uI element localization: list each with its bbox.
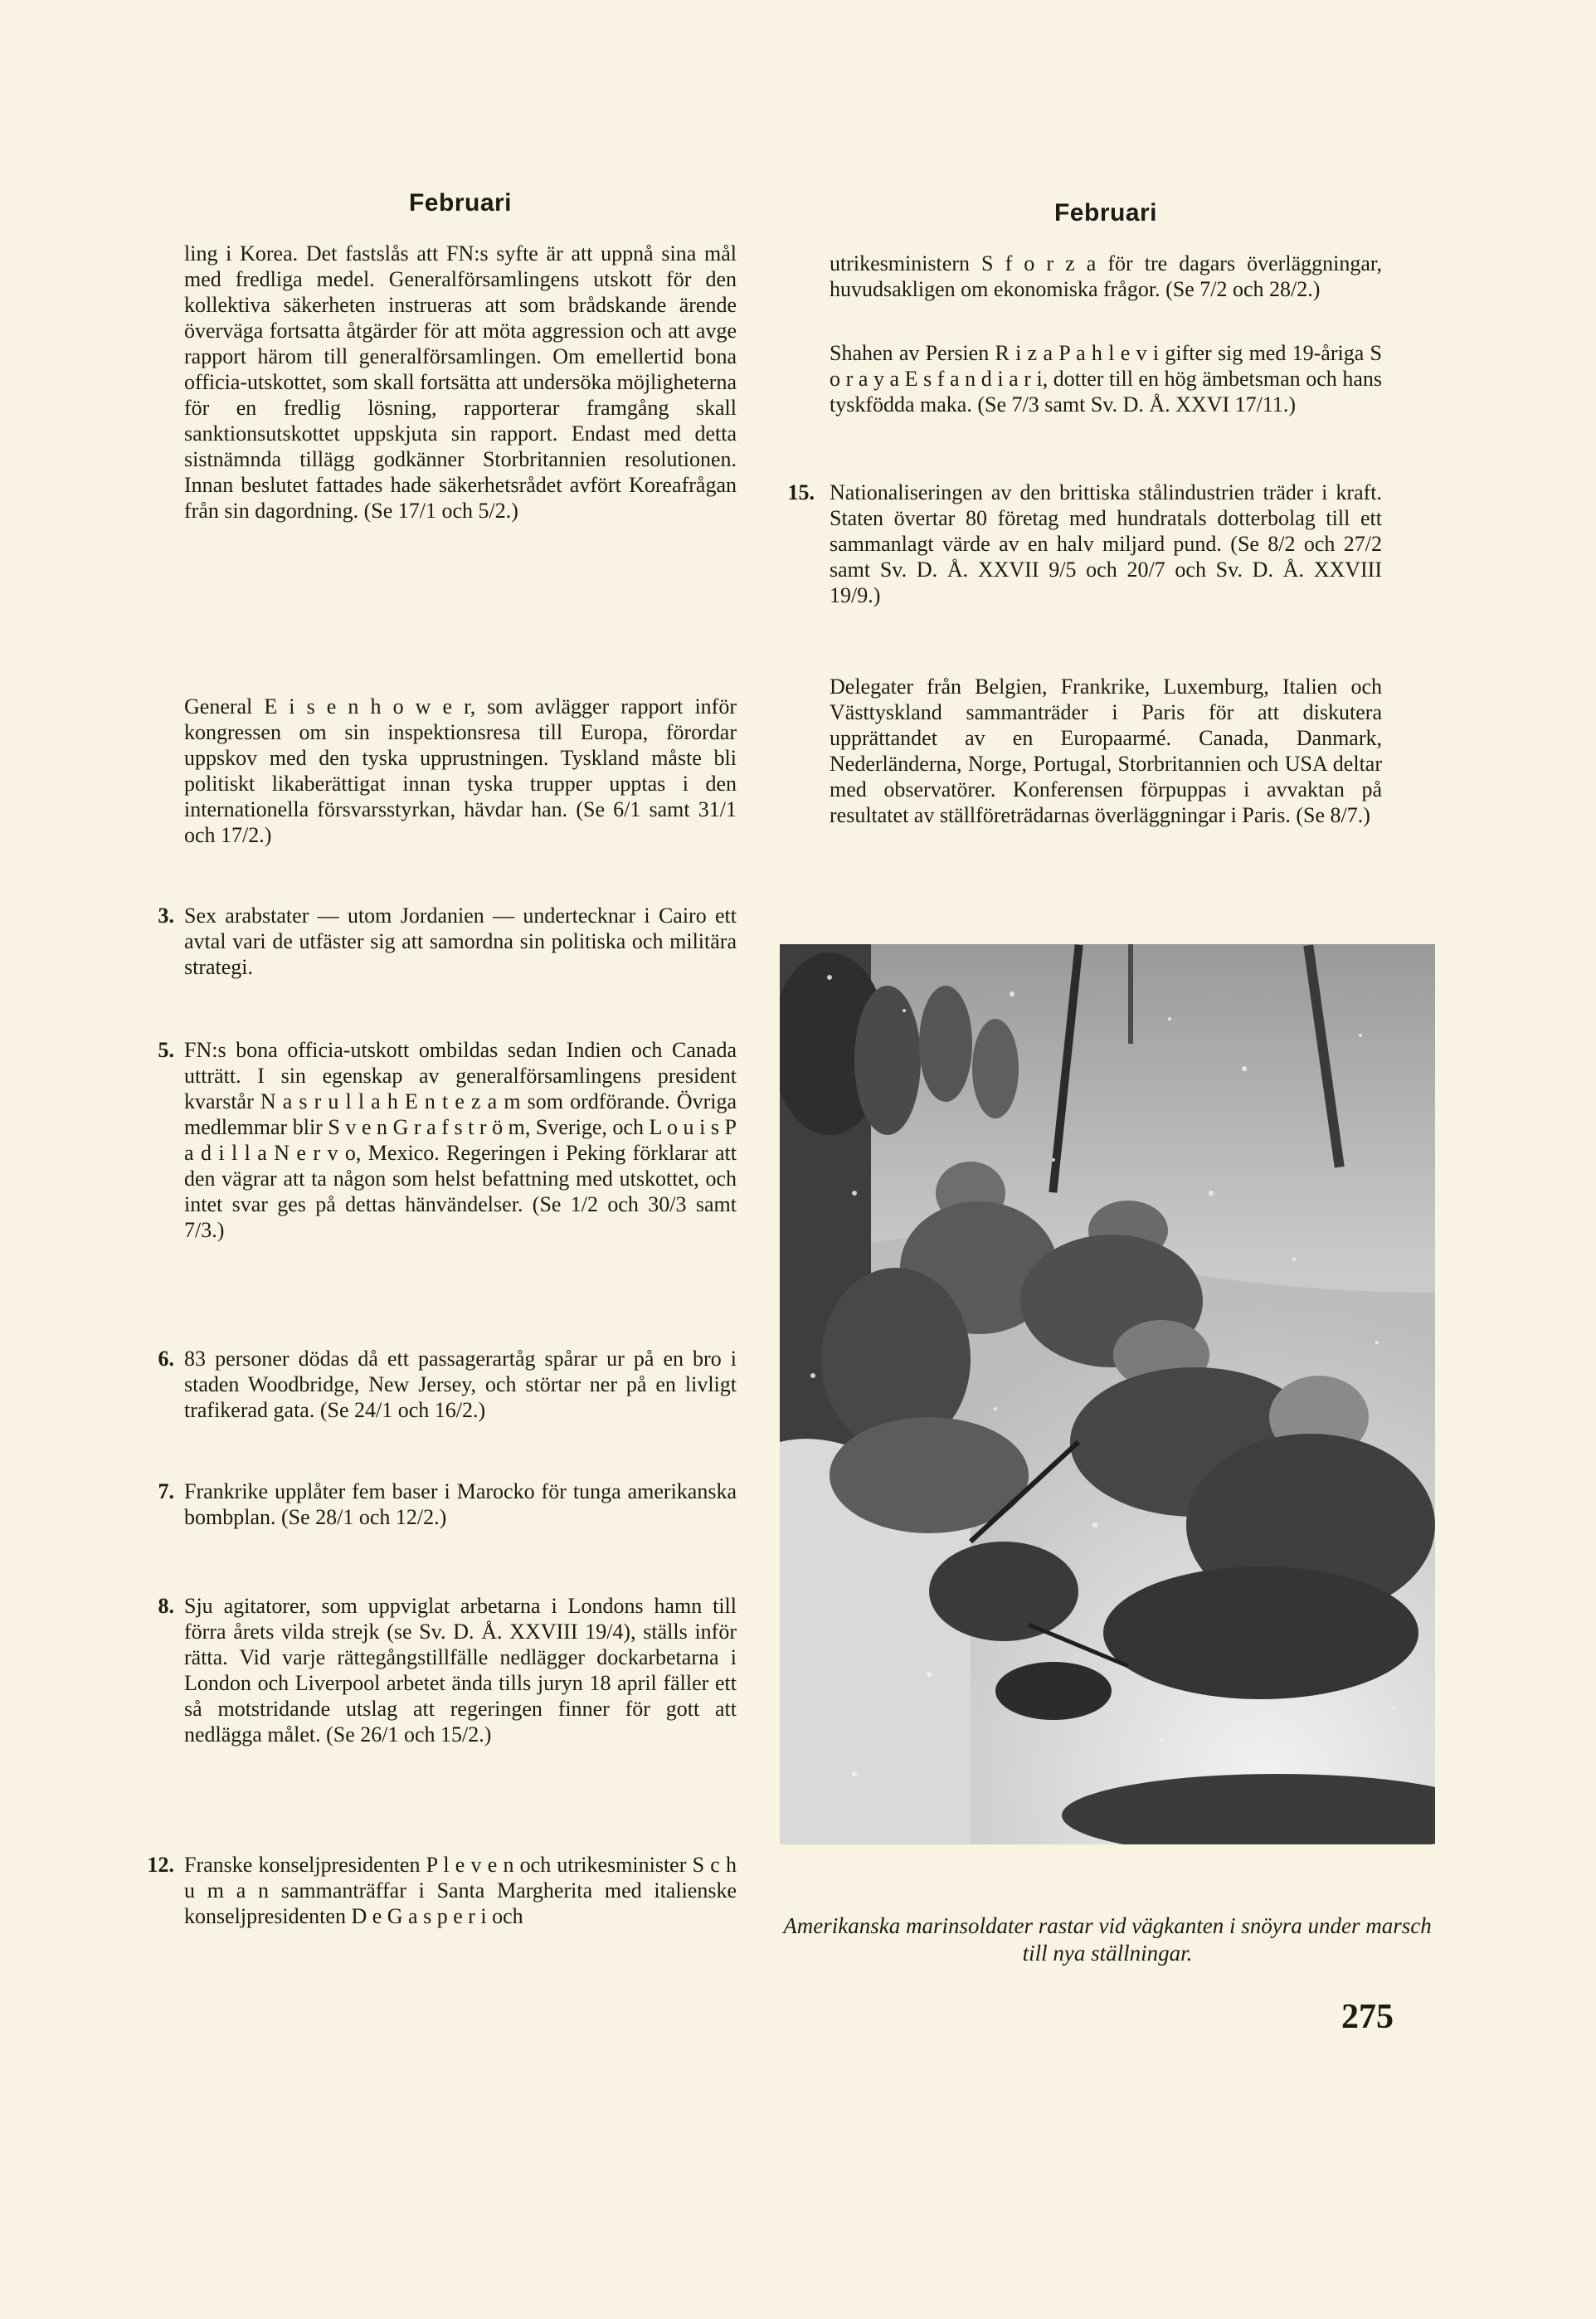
- day-number: 12.: [147, 1853, 174, 1877]
- entry-paragraph: Sju agitatorer, som uppviglat arbetarna i Londons hamn till förra årets vilda strejk (se Sv. D. Å. XXVIII 19/4), ställs inför rätta. Vid varje rättegångstillfälle nedlägger dockarbetarna i London och Liverpool arbetet ända tills juryn 18 april fäller ett så motstridande utslag att regeringen finner för gott att nedlägga målet. (Se 26/1 och 15/2.): [184, 1594, 737, 1747]
- entry-paragraph: Sex arabstater — utom Jordanien — undertecknar i Cairo ett avtal vari de utfäster sig att samordna sin politiska och militära strategi.: [184, 904, 737, 979]
- day-number: 5.: [158, 1038, 174, 1062]
- right-column-header: Februari: [1053, 199, 1158, 227]
- entry-paragraph: ling i Korea. Det fastslås att FN:s syfte är att uppnå sina mål med fredliga medel. Generalförsamlingens utskott för den kollektiva säkerheten instrueras att som brådskande ärende överväga fortsatta åtgärder för att möta aggression och att avge rapport härom till generalförsamlingen. Om emellertid bona officia-utskottet, som skall fortsätta att undersöka möjligheterna för en fredlig lösning, rapporterar framgång skall sanktionsutskottet uppskjuta sin rapport. Endast med detta sistnämnda tillägg godkänner Storbritannien resolutionen. Innan beslutet fattades hade säkerhetsrådet avfört Koreafrågan från sin dagordning. (Se 17/1 och 5/2.): [184, 241, 737, 523]
- photo-image: [780, 944, 1435, 1844]
- entry-paragraph: FN:s bona officia-utskott ombildas sedan Indien och Canada utträtt. I sin egenskap av generalförsamlingens president kvarstår N a s r u l l a h E n t e z a m som ordförande. Övriga medlemmar blir S v e n G r a f s t r ö m, Sverige, och L o u i s P a d i l l a N e r v o, Mexico. Regeringen i Peking förklarar att den vägrar att ta någon som helst befattning med utskottet, och intet svar ges på dettas hänvändelser. (Se 1/2 och 30/3 samt 7/3.): [184, 1038, 737, 1242]
- entry-paragraph: utrikesministern S f o r z a för tre dagars överläggningar, huvudsakligen om ekonomiska frågor. (Se 7/2 och 28/2.): [830, 251, 1382, 301]
- left-column-header: Februari: [408, 189, 513, 217]
- page-number: 275: [1341, 1998, 1394, 2036]
- day-number: 6.: [158, 1347, 174, 1371]
- photo-caption: Amerikanska marinsoldater rastar vid vägkanten i snöyra under marsch till nya ställningar.: [783, 1913, 1432, 1966]
- entry-paragraph: General E i s e n h o w e r, som avlägger rapport inför kongressen om sin inspektionsresa till Europa, förordar uppskov med den tyska upprustningen. Tyskland måste bli politiskt likaberättigat innan tyska trupper upptas i den internationella försvarsstyrkan, hävdar han. (Se 6/1 samt 31/1 och 17/2.): [184, 694, 737, 847]
- entry-paragraph: Frankrike upplåter fem baser i Marocko för tunga amerikanska bombplan. (Se 28/1 och 12/2.): [184, 1479, 737, 1529]
- entry-paragraph: 83 personer dödas då ett passagerartåg spårar ur på en bro i staden Woodbridge, New Jersey, och störtar ner på en livligt trafikerad gata. (Se 24/1 och 16/2.): [184, 1347, 737, 1422]
- day-number: 7.: [158, 1479, 174, 1503]
- entry-paragraph: Delegater från Belgien, Frankrike, Luxemburg, Italien och Västtyskland sammanträder i Paris för att diskutera upprättandet av en Europaarmé. Canada, Danmark, Nederländerna, Norge, Portugal, Storbritannien och USA deltar med observatörer. Konferensen förpuppas i avvaktan på resultatet av ställföreträdarnas överläggningar i Paris. (Se 8/7.): [830, 675, 1382, 827]
- entry-paragraph: Nationaliseringen av den brittiska stålindustrien träder i kraft. Staten övertar 80 företag med hundratals dotterbolag till ett sammanlagt värde av en halv miljard pund. (Se 8/2 och 27/2 samt Sv. D. Å. XXVII 9/5 och 20/7 och Sv. D. Å. XXVIII 19/9.): [830, 480, 1382, 607]
- entry-paragraph: Franske konseljpresidenten P l e v e n och utrikesminister S c h u m a n sammanträffar i Santa Margherita med italienske konseljpresidenten D e G a s p e r i och: [184, 1853, 737, 1928]
- marines-snow-photo: [780, 944, 1435, 1844]
- day-number: 3.: [158, 904, 174, 928]
- day-number: 8.: [158, 1594, 174, 1618]
- day-number: 15.: [787, 480, 815, 504]
- entry-paragraph: Shahen av Persien R i z a P a h l e v i gifter sig med 19-åriga S o r a y a E s f a n d i a r i, dotter till en hög ämbetsman och hans tyskfödda maka. (Se 7/3 samt Sv. D. Å. XXVI 17/11.): [830, 341, 1382, 417]
